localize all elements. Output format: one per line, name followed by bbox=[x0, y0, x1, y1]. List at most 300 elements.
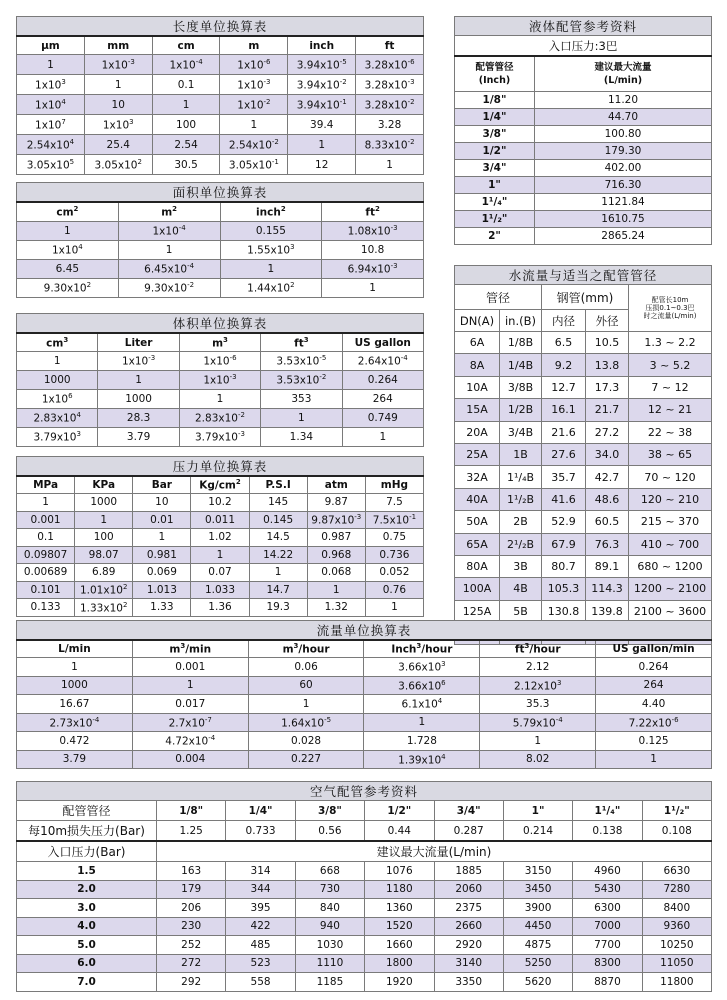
air-max-flow: 5430 bbox=[573, 880, 642, 899]
pressure-cell: 0.76 bbox=[365, 581, 423, 599]
flow-cell: $2.12x10^3$ bbox=[480, 676, 596, 695]
flow-header-5: US gallon/min bbox=[596, 640, 712, 658]
table-row bbox=[455, 376, 712, 398]
liquid-pipe-size: 1" bbox=[455, 177, 535, 194]
air-max-flow: 314 bbox=[226, 862, 295, 881]
air-max-flow: 840 bbox=[295, 899, 364, 918]
water-cell: 1¹/₂B bbox=[500, 488, 542, 510]
air-max-flow: 3140 bbox=[434, 954, 503, 973]
liquid-max-flow: 179.30 bbox=[535, 143, 712, 160]
flow-cell: $1.39x10^4$ bbox=[364, 750, 480, 769]
volume-header-1: Liter bbox=[98, 333, 179, 352]
area-cell: $1x10^4$ bbox=[17, 241, 119, 260]
air-max-flow: 272 bbox=[157, 954, 226, 973]
water-cell: 65A bbox=[455, 533, 500, 555]
volume-cell: 1 bbox=[179, 390, 260, 409]
length-cell: $1x10^3$ bbox=[17, 75, 85, 95]
water-cell: 38 ~ 65 bbox=[629, 443, 712, 465]
pressure-cell: 9.87 bbox=[307, 494, 365, 512]
water-h-inner: 内径 bbox=[542, 310, 586, 332]
area-cell: 1 bbox=[17, 222, 119, 241]
air-pipe-size: 1" bbox=[503, 801, 572, 821]
air-max-flow: 11050 bbox=[642, 954, 711, 973]
water-cell: 1/8B bbox=[500, 332, 542, 354]
flow-conversion-table bbox=[16, 620, 712, 769]
pressure-cell: 0.1 bbox=[17, 529, 75, 547]
volume-header-4: US gallon bbox=[342, 333, 423, 352]
air-max-flow: 5250 bbox=[503, 954, 572, 973]
area-cell: $1x10^{-4}$ bbox=[118, 222, 220, 241]
table-row bbox=[17, 241, 424, 260]
pressure-cell: 0.07 bbox=[191, 564, 249, 582]
water-cell: 41.6 bbox=[542, 488, 586, 510]
volume-cell: $2.64x10^{-4}$ bbox=[342, 352, 423, 371]
air-pressure-loss: 0.287 bbox=[434, 821, 503, 842]
table-row bbox=[455, 354, 712, 376]
length-cell: 1 bbox=[220, 115, 288, 135]
water-cell: 7 ~ 12 bbox=[629, 376, 712, 398]
area-header-2: inch$^2$ bbox=[220, 202, 322, 222]
pressure-cell: 6.89 bbox=[75, 564, 133, 582]
air-max-flow: 230 bbox=[157, 917, 226, 936]
air-inlet-pressure: 5.0 bbox=[17, 936, 157, 955]
table-row bbox=[17, 676, 712, 695]
water-cell: 50A bbox=[455, 511, 500, 533]
air-max-flow: 3350 bbox=[434, 973, 503, 992]
air-max-flow: 485 bbox=[226, 936, 295, 955]
water-cell: 42.7 bbox=[586, 466, 629, 488]
water-cell: 40A bbox=[455, 488, 500, 510]
air-max-flow: 2375 bbox=[434, 899, 503, 918]
pressure-cell: 0.736 bbox=[365, 546, 423, 564]
air-pressure-loss: 0.138 bbox=[573, 821, 642, 842]
air-max-flow: 6630 bbox=[642, 862, 711, 881]
air-max-flow: 523 bbox=[226, 954, 295, 973]
air-max-flow: 2920 bbox=[434, 936, 503, 955]
water-cell: 6A bbox=[455, 332, 500, 354]
area-cell: $1.44x10^2$ bbox=[220, 279, 322, 298]
table-row bbox=[17, 973, 712, 992]
air-max-flow: 558 bbox=[226, 973, 295, 992]
table-row bbox=[17, 55, 424, 75]
water-table-box bbox=[454, 265, 712, 645]
water-h-in: in.(B) bbox=[500, 310, 542, 332]
pressure-conversion-table bbox=[16, 456, 424, 617]
liquid-pipe-size: 1/4" bbox=[455, 109, 535, 126]
table-row bbox=[17, 428, 424, 447]
volume-table-box bbox=[16, 313, 424, 447]
flow-cell: 0.017 bbox=[132, 695, 248, 714]
pressure-header-5: atm bbox=[307, 476, 365, 494]
air-pipe-size: 3/4" bbox=[434, 801, 503, 821]
air-max-flow: 8400 bbox=[642, 899, 711, 918]
flow-cell: $5.79x10^{-4}$ bbox=[480, 713, 596, 732]
table-row bbox=[17, 564, 424, 582]
table-row bbox=[17, 115, 424, 135]
pressure-cell: 1.32 bbox=[307, 599, 365, 617]
liquid-col-max-flow-l1: 建议最大流量 bbox=[594, 62, 652, 73]
flow-cell: $7.22x10^{-6}$ bbox=[596, 713, 712, 732]
water-cell: 4B bbox=[500, 578, 542, 600]
flow-cell: 0.227 bbox=[248, 750, 364, 769]
air-inlet-pressure: 7.0 bbox=[17, 973, 157, 992]
pressure-cell: 1.33 bbox=[133, 599, 191, 617]
volume-cell: $3.79x10^3$ bbox=[17, 428, 98, 447]
volume-cell: 1 bbox=[17, 352, 98, 371]
pressure-cell: 10 bbox=[133, 494, 191, 512]
length-cell: 1 bbox=[288, 135, 356, 155]
table-row bbox=[17, 352, 424, 371]
area-cell: $1.55x10^3$ bbox=[220, 241, 322, 260]
table-row bbox=[17, 862, 712, 881]
water-cell: 1/2B bbox=[500, 399, 542, 421]
flow-table-box bbox=[16, 620, 712, 769]
table-row bbox=[17, 222, 424, 241]
air-inlet-pressure: 1.5 bbox=[17, 862, 157, 881]
air-max-flow: 7000 bbox=[573, 917, 642, 936]
liquid-col-max-flow bbox=[535, 56, 712, 92]
volume-cell: 0.264 bbox=[342, 371, 423, 390]
air-max-flow: 1185 bbox=[295, 973, 364, 992]
area-cell: 1 bbox=[220, 260, 322, 279]
flow-cell: 4.40 bbox=[596, 695, 712, 714]
air-max-flow: 1180 bbox=[365, 880, 434, 899]
pressure-cell: $7.5x10^{-1}$ bbox=[365, 511, 423, 529]
length-cell: 12 bbox=[288, 155, 356, 175]
air-pressure-loss: 0.733 bbox=[226, 821, 295, 842]
liquid-pipe-size: 1/8" bbox=[455, 92, 535, 109]
air-max-flow: 940 bbox=[295, 917, 364, 936]
air-max-flow: 668 bbox=[295, 862, 364, 881]
air-max-flow: 4450 bbox=[503, 917, 572, 936]
pressure-cell: 0.981 bbox=[133, 546, 191, 564]
air-pipe-size: 1/8" bbox=[157, 801, 226, 821]
water-cell: 680 ~ 1200 bbox=[629, 555, 712, 577]
liquid-table-title: 液体配管参考资料 bbox=[455, 17, 712, 36]
water-cell: 35.7 bbox=[542, 466, 586, 488]
air-max-flow: 179 bbox=[157, 880, 226, 899]
air-max-flow: 1360 bbox=[365, 899, 434, 918]
length-cell: 1 bbox=[152, 95, 220, 115]
pressure-cell: 1000 bbox=[75, 494, 133, 512]
flow-header-3: Inch$^3$/hour bbox=[364, 640, 480, 658]
liquid-piping-table bbox=[454, 16, 712, 245]
flow-header-1: $m^3/\min$ bbox=[132, 640, 248, 658]
water-cell: 2100 ~ 3600 bbox=[629, 600, 712, 622]
water-cell: 25A bbox=[455, 443, 500, 465]
table-row bbox=[455, 332, 712, 354]
air-max-flow: 1520 bbox=[365, 917, 434, 936]
water-cell: 27.6 bbox=[542, 443, 586, 465]
water-cell: 1¹/₄B bbox=[500, 466, 542, 488]
liquid-pipe-size: 3/4" bbox=[455, 160, 535, 177]
air-row-pipe-size-label: 配管管径 bbox=[17, 801, 157, 821]
water-cell: 105.3 bbox=[542, 578, 586, 600]
table-row bbox=[17, 155, 424, 175]
table-row bbox=[17, 75, 424, 95]
water-cell: 410 ~ 700 bbox=[629, 533, 712, 555]
flow-cell: $4.72x10^{-4}$ bbox=[132, 732, 248, 751]
length-cell: $8.33x10^{-2}$ bbox=[356, 135, 424, 155]
area-cell: 6.45 bbox=[17, 260, 119, 279]
air-max-flow: 206 bbox=[157, 899, 226, 918]
area-header-1: $m^2$ bbox=[118, 202, 220, 222]
flow-cell: 3.79 bbox=[17, 750, 133, 769]
table-row bbox=[455, 555, 712, 577]
table-row bbox=[17, 695, 712, 714]
air-max-flow: 2060 bbox=[434, 880, 503, 899]
pressure-cell: 0.052 bbox=[365, 564, 423, 582]
length-cell: 10 bbox=[84, 95, 152, 115]
length-cell: 0.1 bbox=[152, 75, 220, 95]
length-header-1: mm bbox=[84, 36, 152, 55]
air-max-flow: 3150 bbox=[503, 862, 572, 881]
table-row bbox=[17, 936, 712, 955]
air-inlet-pressure: 4.0 bbox=[17, 917, 157, 936]
flow-table-title: 流量单位换算表 bbox=[17, 621, 712, 641]
flow-header-2: $m^3$/hour bbox=[248, 640, 364, 658]
pressure-header-6: mHg bbox=[365, 476, 423, 494]
air-max-flow: 2660 bbox=[434, 917, 503, 936]
water-cell: 2¹/₂B bbox=[500, 533, 542, 555]
pressure-header-0: MPa bbox=[17, 476, 75, 494]
table-row bbox=[455, 177, 712, 194]
air-pressure-loss: 0.214 bbox=[503, 821, 572, 842]
liquid-pipe-size: 3/8" bbox=[455, 126, 535, 143]
area-cell: $6.94x10^{-3}$ bbox=[322, 260, 424, 279]
air-inlet-pressure: 2.0 bbox=[17, 880, 157, 899]
air-max-flow: 730 bbox=[295, 880, 364, 899]
pressure-cell: 0.987 bbox=[307, 529, 365, 547]
pressure-cell: 0.011 bbox=[191, 511, 249, 529]
flow-cell: $2.73x10^{-4}$ bbox=[17, 713, 133, 732]
flow-cell: $1.64x10^{-5}$ bbox=[248, 713, 364, 732]
table-row bbox=[455, 160, 712, 177]
liquid-table-box bbox=[454, 16, 712, 245]
water-cell: 9.2 bbox=[542, 354, 586, 376]
length-cell: $3.94x10^{-5}$ bbox=[288, 55, 356, 75]
air-pipe-size: 1/4" bbox=[226, 801, 295, 821]
pressure-cell: 0.09807 bbox=[17, 546, 75, 564]
water-cell: 100A bbox=[455, 578, 500, 600]
table-row bbox=[455, 533, 712, 555]
pressure-cell: 1 bbox=[365, 599, 423, 617]
length-cell: 30.5 bbox=[152, 155, 220, 175]
flow-cell: 0.06 bbox=[248, 658, 364, 677]
air-max-flow: 7280 bbox=[642, 880, 711, 899]
area-cell: 10.8 bbox=[322, 241, 424, 260]
pressure-cell: 1.013 bbox=[133, 581, 191, 599]
volume-cell: 264 bbox=[342, 390, 423, 409]
water-cell: 114.3 bbox=[586, 578, 629, 600]
liquid-max-flow: 1610.75 bbox=[535, 211, 712, 228]
length-cell: $2.54x10^4$ bbox=[17, 135, 85, 155]
liquid-pipe-size: 2" bbox=[455, 228, 535, 245]
volume-cell: $3.53x10^{-2}$ bbox=[261, 371, 342, 390]
air-max-flow: 4875 bbox=[503, 936, 572, 955]
pressure-table-box bbox=[16, 456, 424, 617]
pressure-cell: 1 bbox=[249, 564, 307, 582]
flow-cell: $6.1x10^4$ bbox=[364, 695, 480, 714]
length-header-2: cm bbox=[152, 36, 220, 55]
flow-cell: 2.12 bbox=[480, 658, 596, 677]
water-cell: 12.7 bbox=[542, 376, 586, 398]
water-cell: 21.7 bbox=[586, 399, 629, 421]
volume-cell: 1000 bbox=[17, 371, 98, 390]
water-cell: 6.5 bbox=[542, 332, 586, 354]
flow-cell: 16.67 bbox=[17, 695, 133, 714]
volume-cell: 1 bbox=[342, 428, 423, 447]
pressure-cell: 14.7 bbox=[249, 581, 307, 599]
pressure-cell: 0.068 bbox=[307, 564, 365, 582]
pressure-cell: 0.069 bbox=[133, 564, 191, 582]
flow-cell: 1 bbox=[132, 676, 248, 695]
flow-cell: 0.125 bbox=[596, 732, 712, 751]
water-cell: 1/4B bbox=[500, 354, 542, 376]
air-max-flow: 3900 bbox=[503, 899, 572, 918]
table-row bbox=[17, 511, 424, 529]
table-row bbox=[455, 228, 712, 245]
volume-cell: 1 bbox=[98, 371, 179, 390]
water-cell: 130.8 bbox=[542, 600, 586, 622]
air-pipe-size: 1/2" bbox=[365, 801, 434, 821]
length-cell: $3.05x10^5$ bbox=[17, 155, 85, 175]
flow-cell: $3.66x10^6$ bbox=[364, 676, 480, 695]
water-cell: 10A bbox=[455, 376, 500, 398]
air-pressure-loss: 0.108 bbox=[642, 821, 711, 842]
water-cell: 2B bbox=[500, 511, 542, 533]
length-header-0: μm bbox=[17, 36, 85, 55]
table-row bbox=[455, 421, 712, 443]
table-row bbox=[17, 529, 424, 547]
water-h-steel: 钢管(mm) bbox=[542, 285, 629, 310]
area-conversion-table bbox=[16, 182, 424, 298]
volume-cell: 1.34 bbox=[261, 428, 342, 447]
water-cell: 8A bbox=[455, 354, 500, 376]
length-conversion-table bbox=[16, 16, 424, 175]
table-row bbox=[17, 880, 712, 899]
water-cell: 76.3 bbox=[586, 533, 629, 555]
length-cell: 1 bbox=[17, 55, 85, 75]
liquid-max-flow: 716.30 bbox=[535, 177, 712, 194]
liquid-max-flow: 100.80 bbox=[535, 126, 712, 143]
liquid-max-flow: 2865.24 bbox=[535, 228, 712, 245]
flow-cell: 1 bbox=[17, 658, 133, 677]
table-row bbox=[455, 511, 712, 533]
volume-cell: $3.79x10^{-3}$ bbox=[179, 428, 260, 447]
length-table-box bbox=[16, 16, 424, 175]
air-max-flow: 1076 bbox=[365, 862, 434, 881]
water-flow-pipe-table bbox=[454, 265, 712, 645]
length-cell: 1 bbox=[356, 155, 424, 175]
water-cell: 139.8 bbox=[586, 600, 629, 622]
water-cell: 67.9 bbox=[542, 533, 586, 555]
flow-cell: $2.7x10^{-7}$ bbox=[132, 713, 248, 732]
volume-cell: 1000 bbox=[98, 390, 179, 409]
air-max-flow: 5620 bbox=[503, 973, 572, 992]
water-cell: 16.1 bbox=[542, 399, 586, 421]
water-h-dn: DN(A) bbox=[455, 310, 500, 332]
pressure-cell: 0.145 bbox=[249, 511, 307, 529]
table-row bbox=[17, 390, 424, 409]
length-cell: $3.94x10^{-1}$ bbox=[288, 95, 356, 115]
length-header-3: m bbox=[220, 36, 288, 55]
water-cell: 21.6 bbox=[542, 421, 586, 443]
air-max-flow-label: 建议最大流量(L/min) bbox=[157, 841, 712, 862]
water-h-note-l2: 压损0.1~0.3巴 bbox=[645, 304, 695, 312]
table-row bbox=[17, 260, 424, 279]
pressure-cell: 1 bbox=[75, 511, 133, 529]
area-cell: 1 bbox=[322, 279, 424, 298]
water-cell: 3 ~ 5.2 bbox=[629, 354, 712, 376]
water-cell: 1.3 ~ 2.2 bbox=[629, 332, 712, 354]
water-h-note-l1: 配管长10m bbox=[651, 296, 689, 304]
flow-cell: 1 bbox=[480, 732, 596, 751]
table-row bbox=[17, 732, 712, 751]
volume-cell: 28.3 bbox=[98, 409, 179, 428]
pressure-cell: 98.07 bbox=[75, 546, 133, 564]
pressure-cell: 0.01 bbox=[133, 511, 191, 529]
length-table-title: 长度单位换算表 bbox=[17, 17, 424, 37]
length-cell: $3.94x10^{-2}$ bbox=[288, 75, 356, 95]
volume-conversion-table bbox=[16, 313, 424, 447]
liquid-col-pipe-size-l2: (Inch) bbox=[478, 75, 511, 86]
air-max-flow: 163 bbox=[157, 862, 226, 881]
water-cell: 5B bbox=[500, 600, 542, 622]
flow-cell: 0.028 bbox=[248, 732, 364, 751]
pressure-cell: $1.01x10^2$ bbox=[75, 581, 133, 599]
water-h-outer: 外径 bbox=[586, 310, 629, 332]
flow-cell: 35.3 bbox=[480, 695, 596, 714]
length-cell: $3.28x10^{-6}$ bbox=[356, 55, 424, 75]
table-row bbox=[17, 279, 424, 298]
air-max-flow: 1885 bbox=[434, 862, 503, 881]
air-pipe-size: 1¹/₂" bbox=[642, 801, 711, 821]
volume-cell: $3.53x10^{-5}$ bbox=[261, 352, 342, 371]
flow-cell: $3.66x10^3$ bbox=[364, 658, 480, 677]
air-max-flow: 8870 bbox=[573, 973, 642, 992]
liquid-col-max-flow-l2: (L/min) bbox=[603, 75, 643, 86]
pressure-cell: 0.75 bbox=[365, 529, 423, 547]
length-cell: $1x10^4$ bbox=[17, 95, 85, 115]
liquid-pipe-size: 1¹/₂" bbox=[455, 211, 535, 228]
pressure-cell: 1.02 bbox=[191, 529, 249, 547]
air-max-flow: 1110 bbox=[295, 954, 364, 973]
length-cell: $3.05x10^{-1}$ bbox=[220, 155, 288, 175]
volume-cell: $2.83x10^{-2}$ bbox=[179, 409, 260, 428]
table-row bbox=[17, 917, 712, 936]
air-pressure-loss: 0.44 bbox=[365, 821, 434, 842]
table-row bbox=[455, 92, 712, 109]
air-pipe-size: 3/8" bbox=[295, 801, 364, 821]
water-cell: 3/8B bbox=[500, 376, 542, 398]
flow-cell: 8.02 bbox=[480, 750, 596, 769]
air-max-flow: 3450 bbox=[503, 880, 572, 899]
area-cell: $1.08x10^{-3}$ bbox=[322, 222, 424, 241]
pressure-cell: 14.22 bbox=[249, 546, 307, 564]
liquid-pipe-size: 1/2" bbox=[455, 143, 535, 160]
area-cell: $9.30x10^{-2}$ bbox=[118, 279, 220, 298]
water-cell: 3/4B bbox=[500, 421, 542, 443]
water-cell: 10.5 bbox=[586, 332, 629, 354]
length-cell: $1x10^{-4}$ bbox=[152, 55, 220, 75]
liquid-max-flow: 44.70 bbox=[535, 109, 712, 126]
table-row bbox=[17, 658, 712, 677]
pressure-cell: 14.5 bbox=[249, 529, 307, 547]
length-cell: $1x10^7$ bbox=[17, 115, 85, 135]
table-row bbox=[455, 143, 712, 160]
volume-cell: $1x10^{-3}$ bbox=[98, 352, 179, 371]
